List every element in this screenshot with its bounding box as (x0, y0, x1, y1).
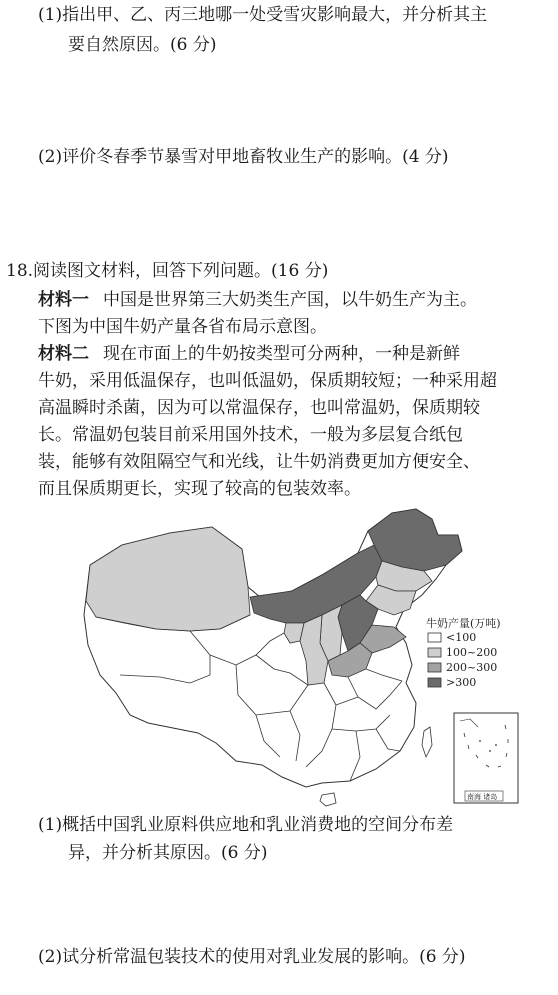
region-hainan (320, 793, 336, 806)
q18-material2-line3: 高温瞬时杀菌，因为可以常温保存，也叫常温奶，保质期较 (38, 398, 480, 418)
legend-swatch-4 (428, 678, 441, 687)
legend-label-3: 200~300 (446, 661, 498, 674)
q17-sub1-line2: 要自然原因。(6 分) (68, 35, 217, 55)
material2-label: 材料二 (38, 344, 89, 364)
legend-swatch-2 (428, 648, 441, 657)
legend-label-4: >300 (446, 676, 477, 689)
material1-text: 中国是世界第三大奶类生产国，以牛奶生产为主。 (103, 290, 477, 310)
q18-material1-line2: 下图为中国牛奶产量各省布局示意图。 (38, 317, 327, 337)
q18-material2-line2: 牛奶，采用低温保存，也叫低温奶，保质期较短；一种采用超 (38, 371, 497, 391)
inset-label: 南海 诸岛 (467, 793, 498, 801)
region-xinjiang (86, 527, 250, 631)
material2-text: 现在市面上的牛奶按类型可分两种，一种是新鲜 (103, 344, 460, 364)
q17-sub2: (2)评价冬春季节暴雪对甲地畜牧业生产的影响。(4 分) (38, 147, 449, 167)
q17-sub1-line1: (1)指出甲、乙、丙三地哪一处受雪灾影响最大，并分析其主 (38, 5, 488, 25)
legend-swatch-1 (428, 633, 441, 642)
legend-label-1: <100 (446, 631, 477, 644)
q18-material2-line5: 装，能够有效阻隔空气和光线，让牛奶消费更加方便安全、 (38, 452, 480, 472)
q18-material2-line1 (38, 341, 460, 367)
legend-label-2: 100~200 (446, 646, 498, 659)
q18-header: 18.阅读图文材料，回答下列问题。(16 分) (6, 261, 329, 281)
q18-sub2: (2)试分析常温包装技术的使用对乳业发展的影响。(6 分) (38, 947, 466, 967)
legend-swatch-3 (428, 663, 441, 672)
q18-sub1-line2: 异，并分析其原因。(6 分) (68, 843, 268, 863)
south-china-sea-inset (454, 713, 518, 803)
material1-label: 材料一 (38, 290, 89, 310)
q18-sub1-line1: (1)概括中国乳业原料供应地和乳业消费地的空间分布差 (38, 815, 454, 835)
china-milk-production-map (60, 505, 530, 810)
region-taiwan (422, 727, 432, 757)
q18-material2-line6: 而且保质期更长，实现了较高的包装效率。 (38, 479, 361, 499)
map-svg (60, 505, 530, 810)
legend-title: 牛奶产量(万吨) (426, 617, 501, 630)
map-legend (426, 616, 501, 689)
q18-material2-line4: 长。常温奶包装目前采用国外技术，一般为多层复合纸包 (38, 425, 463, 445)
q18-material1-line1 (38, 287, 477, 313)
